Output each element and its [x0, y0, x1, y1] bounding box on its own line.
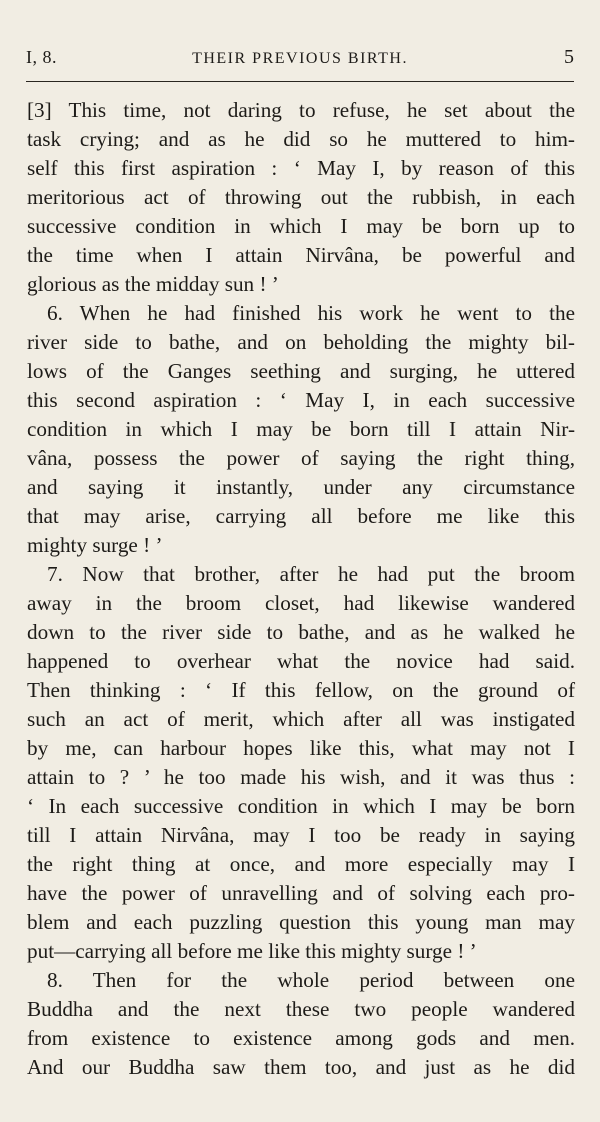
text-line: meritorious act of throwing out the rubbish, in each: [27, 185, 575, 209]
text-line: vâna, possess the power of saying the right thing,: [27, 446, 575, 470]
text-line: such an act of merit, which after all was instigated: [27, 707, 575, 731]
text-line: happened to overhear what the novice had said.: [27, 649, 575, 673]
text-line: and saying it instantly, under any circumstance: [27, 475, 575, 499]
page-number: 5: [564, 46, 574, 68]
text-line: ‘ In each successive condition in which I may be born: [27, 794, 575, 818]
text-line: self this first aspiration : ‘ May I, by reason of this: [27, 156, 575, 180]
paragraph-3: [27, 96, 575, 299]
text-line: [3] This time, not daring to refuse, he set about the: [27, 98, 575, 122]
text-line: condition in which I may be born till I attain Nir-: [27, 417, 575, 441]
text-line: the time when I attain Nirvâna, be powerful and: [27, 243, 575, 267]
text-line: glorious as the midday sun ! ’: [27, 272, 279, 296]
section-reference: I, 8.: [26, 47, 57, 67]
text-line: from existence to existence among gods and men.: [27, 1026, 575, 1050]
text-line: down to the river side to bathe, and as he walked he: [27, 620, 575, 644]
text-line: Then thinking : ‘ If this fellow, on the ground of: [27, 678, 575, 702]
text-line: the right thing at once, and more especially may I: [27, 852, 575, 876]
text-line: task crying; and as he did so he muttered to him-: [27, 127, 575, 151]
text-line: blem and each puzzling question this young man may: [27, 910, 575, 934]
running-header: [26, 46, 574, 82]
text-line: Buddha and the next these two people wandered: [27, 997, 575, 1021]
text-line: 7. Now that brother, after he had put the broom: [47, 562, 575, 586]
text-line: attain to ? ’ he too made his wish, and it was thus :: [27, 765, 575, 789]
text-line: And our Buddha saw them too, and just as he did: [27, 1055, 575, 1079]
text-line: away in the broom closet, had likewise wandered: [27, 591, 575, 615]
text-line: mighty surge ! ’: [27, 533, 163, 557]
text-line: till I attain Nirvâna, may I too be ready in saying: [27, 823, 575, 847]
text-line: 6. When he had finished his work he went to the: [47, 301, 575, 325]
text-line: river side to bathe, and on beholding the mighty bil-: [27, 330, 575, 354]
text-line: 8. Then for the whole period between one: [47, 968, 575, 992]
paragraph-7: [27, 560, 575, 966]
text-line: have the power of unravelling and of solving each pro-: [27, 881, 575, 905]
page-body: [27, 96, 575, 1082]
text-line: put—carrying all before me like this mighty surge ! ’: [27, 939, 477, 963]
text-line: lows of the Ganges seething and surging, he uttered: [27, 359, 575, 383]
text-line: that may arise, carrying all before me like this: [27, 504, 575, 528]
text-line: successive condition in which I may be born up to: [27, 214, 575, 238]
text-line: this second aspiration : ‘ May I, in each successive: [27, 388, 575, 412]
text-line: by me, can harbour hopes like this, what may not I: [27, 736, 575, 760]
paragraph-8: [27, 966, 575, 1082]
running-title: THEIR PREVIOUS BIRTH.: [192, 50, 408, 67]
paragraph-6: [27, 299, 575, 560]
